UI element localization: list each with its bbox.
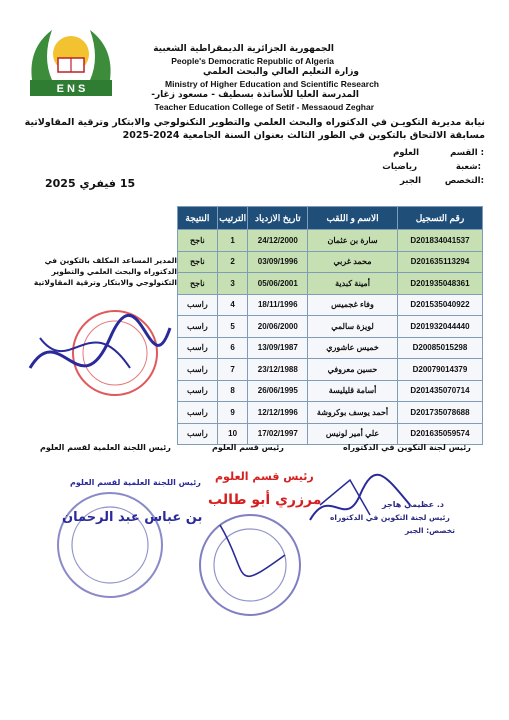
table-row (178, 230, 483, 252)
college-en: Teacher Education College of Setif - Messaoud Zeghar (154, 102, 374, 112)
right-stamp-role: رئيس لجنة التكوين في الدكتوراه (330, 513, 450, 522)
name-cell: حسين معروفي (308, 359, 398, 381)
dob-cell: 18/11/1996 (248, 294, 308, 316)
result-cell: راسب (178, 402, 218, 424)
assistant-director-stamp (20, 298, 180, 408)
dept-label: القسم : (450, 148, 484, 158)
republic-en: People's Democratic Republic of Algeria (171, 56, 334, 66)
dob-cell: 03/09/1996 (248, 251, 308, 273)
reg-cell: D201535040922 (397, 294, 482, 316)
result-cell: راسب (178, 359, 218, 381)
name-cell: أمينة كبدية (308, 273, 398, 295)
dob-cell: 05/06/2001 (248, 273, 308, 295)
college-logo (22, 18, 120, 106)
dob-cell: 20/06/2000 (248, 316, 308, 338)
rank-cell: 2 (217, 251, 248, 273)
logo-text: E N S (56, 83, 86, 95)
dob-cell: 13/09/1987 (248, 337, 308, 359)
table-row (178, 337, 483, 359)
document-title: نيابة مديرية التكويـن في الدكتوراه والبحث العلمي والتطوير التكنولوجي والابتكار وترقية المقاولاتية (24, 117, 485, 128)
result-cell: ناجح (178, 230, 218, 252)
col-name: الاسم و اللقب (308, 207, 398, 230)
table-row (178, 294, 483, 316)
table-row (178, 273, 483, 295)
rank-cell: 8 (217, 380, 248, 402)
reg-cell: D201932044440 (397, 316, 482, 338)
rank-cell: 9 (217, 402, 248, 424)
middle-stamp-line1: رئيس قسم العلوم (215, 470, 314, 483)
table-header-row (178, 207, 483, 230)
result-cell: راسب (178, 380, 218, 402)
table-row (178, 251, 483, 273)
branch-label: شعبة: (455, 162, 481, 172)
left-signature-title: رئيس اللجنة العلمية لقسم العلوم (40, 443, 171, 452)
name-cell: علي أمير لونيس (308, 423, 398, 445)
middle-stamp (190, 505, 310, 615)
name-cell: خميس عاشوري (308, 337, 398, 359)
reg-cell: D201735078688 (397, 402, 482, 424)
rank-cell: 1 (217, 230, 248, 252)
rank-cell: 3 (217, 273, 248, 295)
right-stamp-spec: تخصص: الجبر (405, 526, 455, 535)
reg-cell: D201635113294 (397, 251, 482, 273)
left-stamp-line1: رئيس اللجنة العلمية لقسم العلوم (70, 478, 201, 487)
spec-label: التخصص: (444, 176, 484, 186)
result-cell: ناجح (178, 273, 218, 295)
reg-cell: D201935048361 (397, 273, 482, 295)
ministry-ar: وزارة التعليم العالي والبحث العلمي (202, 67, 359, 77)
results-table (177, 206, 483, 445)
assistant-director-title: المدير المساعد المكلف بالتكوين في الدكتوراه والبحث العلمي والتطوير التكنولوجي والابتكار وترقية المقاولاتية (33, 256, 177, 287)
reg-cell: D201635059574 (397, 423, 482, 445)
name-cell: أحمد يوسف بوكروشة (308, 402, 398, 424)
name-cell: أسامة قليليسة (308, 380, 398, 402)
left-stamp-name: بن عباس عبد الرحمان (62, 510, 203, 525)
dob-cell: 26/06/1995 (248, 380, 308, 402)
dept-value: العلوم (393, 148, 419, 158)
branch-value: رياضيات (382, 162, 417, 172)
reg-cell: D20079014379 (397, 359, 482, 381)
republic-ar: الجمهورية الجزائرية الديمقراطية الشعبية (153, 44, 334, 54)
table-row (178, 402, 483, 424)
dob-cell: 24/12/2000 (248, 230, 308, 252)
college-ar: المدرسة العليا للأساتذة بسطيف - مسعود زغار- (151, 90, 359, 100)
col-dob: تاريخ الازدياد (248, 207, 308, 230)
dob-cell: 23/12/1988 (248, 359, 308, 381)
ministry-en: Ministry of Higher Education and Scientific Research (165, 79, 379, 89)
reg-cell: D201834041537 (397, 230, 482, 252)
result-cell: راسب (178, 294, 218, 316)
rank-cell: 5 (217, 316, 248, 338)
dob-cell: 17/02/1997 (248, 423, 308, 445)
right-signature-title: رئيس لجنة التكوين في الدكتوراه (343, 443, 471, 452)
reg-cell: D201435070714 (397, 380, 482, 402)
document-subtitle: مسابقة الالتحاق بالتكوين في الطور الثالث بعنوان السنة الجامعية 2024-2025 (122, 130, 485, 141)
rank-cell: 7 (217, 359, 248, 381)
table-row (178, 380, 483, 402)
rank-cell: 6 (217, 337, 248, 359)
col-rank: الترتيب (217, 207, 248, 230)
name-cell: محمد غربي (308, 251, 398, 273)
col-reg: رقم التسجيل (397, 207, 482, 230)
document-date: 15 فيفري 2025 (45, 177, 136, 190)
result-cell: ناجح (178, 251, 218, 273)
right-stamp-name: د. عظيمي هاجر (382, 500, 444, 509)
result-cell: راسب (178, 316, 218, 338)
name-cell: وفاء غجميس (308, 294, 398, 316)
dob-cell: 12/12/1996 (248, 402, 308, 424)
name-cell: لويزة سالمي (308, 316, 398, 338)
name-cell: سارة بن عثمان (308, 230, 398, 252)
rank-cell: 10 (217, 423, 248, 445)
rank-cell: 4 (217, 294, 248, 316)
result-cell: راسب (178, 337, 218, 359)
middle-signature-title: رئيس قسم العلوم (212, 443, 284, 452)
table-row (178, 423, 483, 445)
result-cell: راسب (178, 423, 218, 445)
reg-cell: D20085015298 (397, 337, 482, 359)
col-result: النتيجة (178, 207, 218, 230)
spec-value: الجبر (400, 176, 421, 186)
table-row (178, 359, 483, 381)
table-row (178, 316, 483, 338)
middle-stamp-name: مرزري أبو طالب (208, 492, 322, 508)
right-signature (300, 465, 420, 535)
left-stamp (55, 490, 165, 600)
